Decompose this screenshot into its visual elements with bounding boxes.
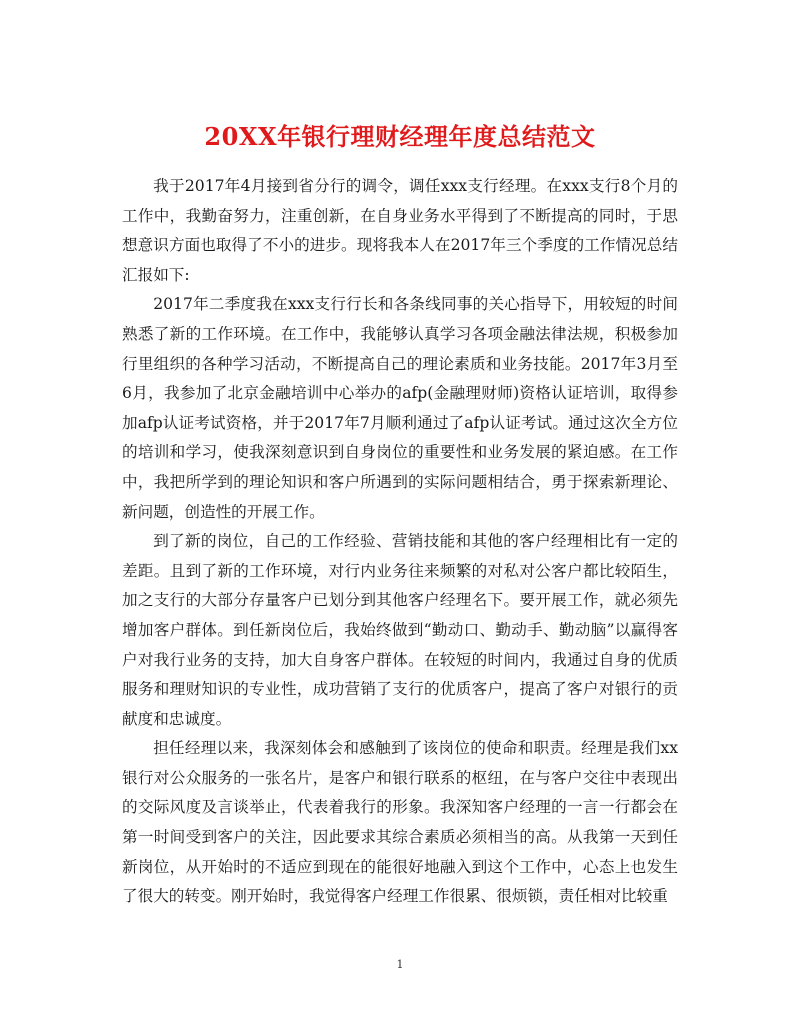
paragraph-intro: 我于2017年4月接到省分行的调令，调任xxx支行经理。在xxx支行8个月的工作中，我勤奋努力，注重创新，在自身业务水平得到了不断提高的同时，于思想意识方面也取得了不小的进步。现将我本人在2017年三个季度的工作情况总结汇报如下:	[122, 177, 678, 284]
document-body	[122, 172, 678, 912]
paragraph-manager-duties: 担任经理以来，我深刻体会和感触到了该岗位的使命和职责。经理是我们xx银行对公众服务的一张名片，是客户和银行联系的枢纽，在与客户交往中表现出的交际风度及言谈举止，代表着我行的形象。我深知客户经理的一言一行都会在第一时间受到客户的关注，因此要求其综合素质必须相当的高。从我第一天到任新岗位，从开始时的不适应到现在的能很好地融入到这个工作中，心态上也发生了很大的转变。刚开始时，我觉得客户经理工作很累、很烦锁，责任相对比较重	[122, 739, 678, 906]
paragraph-q2-training: 2017年二季度我在xxx支行行长和各条线同事的关心指导下，用较短的时间熟悉了新的工作环境。在工作中，我能够认真学习各项金融法律法规，积极参加行里组织的各种学习活动，不断提高自己的理论素质和业务技能。2017年3月至6月，我参加了北京金融培训中心举办的afp(金融理财师)资格认证培训，取得参加afp认证考试资格，并于2017年7月顺利通过了afp认证考试。通过这次全方位的培训和学习，使我深刻意识到自身岗位的重要性和业务发展的紧迫感。在工作中，我把所学到的理论知识和客户所遇到的实际问题相结合，勇于探索新理论、新问题，创造性的开展工作。	[122, 295, 678, 521]
paragraph-new-position: 到了新的岗位，自己的工作经验、营销技能和其他的客户经理相比有一定的差距。且到了新的工作环境，对行内业务往来频繁的对私对公客户都比较陌生，加之支行的大部分存量客户已划分到其他客户经理名下。要开展工作，就必须先增加客户群体。到任新岗位后，我始终做到“勤动口、勤动手、勤动脑”以赢得客户对我行业务的支持，加大自身客户群体。在较短的时间内，我通过自身的优质服务和理财知识的专业性，成功营销了支行的优质客户，提高了客户对银行的贡献度和忠诚度。	[122, 532, 678, 728]
page-number: 1	[396, 958, 404, 971]
document-title: 20XX年银行理财经理年度总结范文	[204, 122, 596, 152]
